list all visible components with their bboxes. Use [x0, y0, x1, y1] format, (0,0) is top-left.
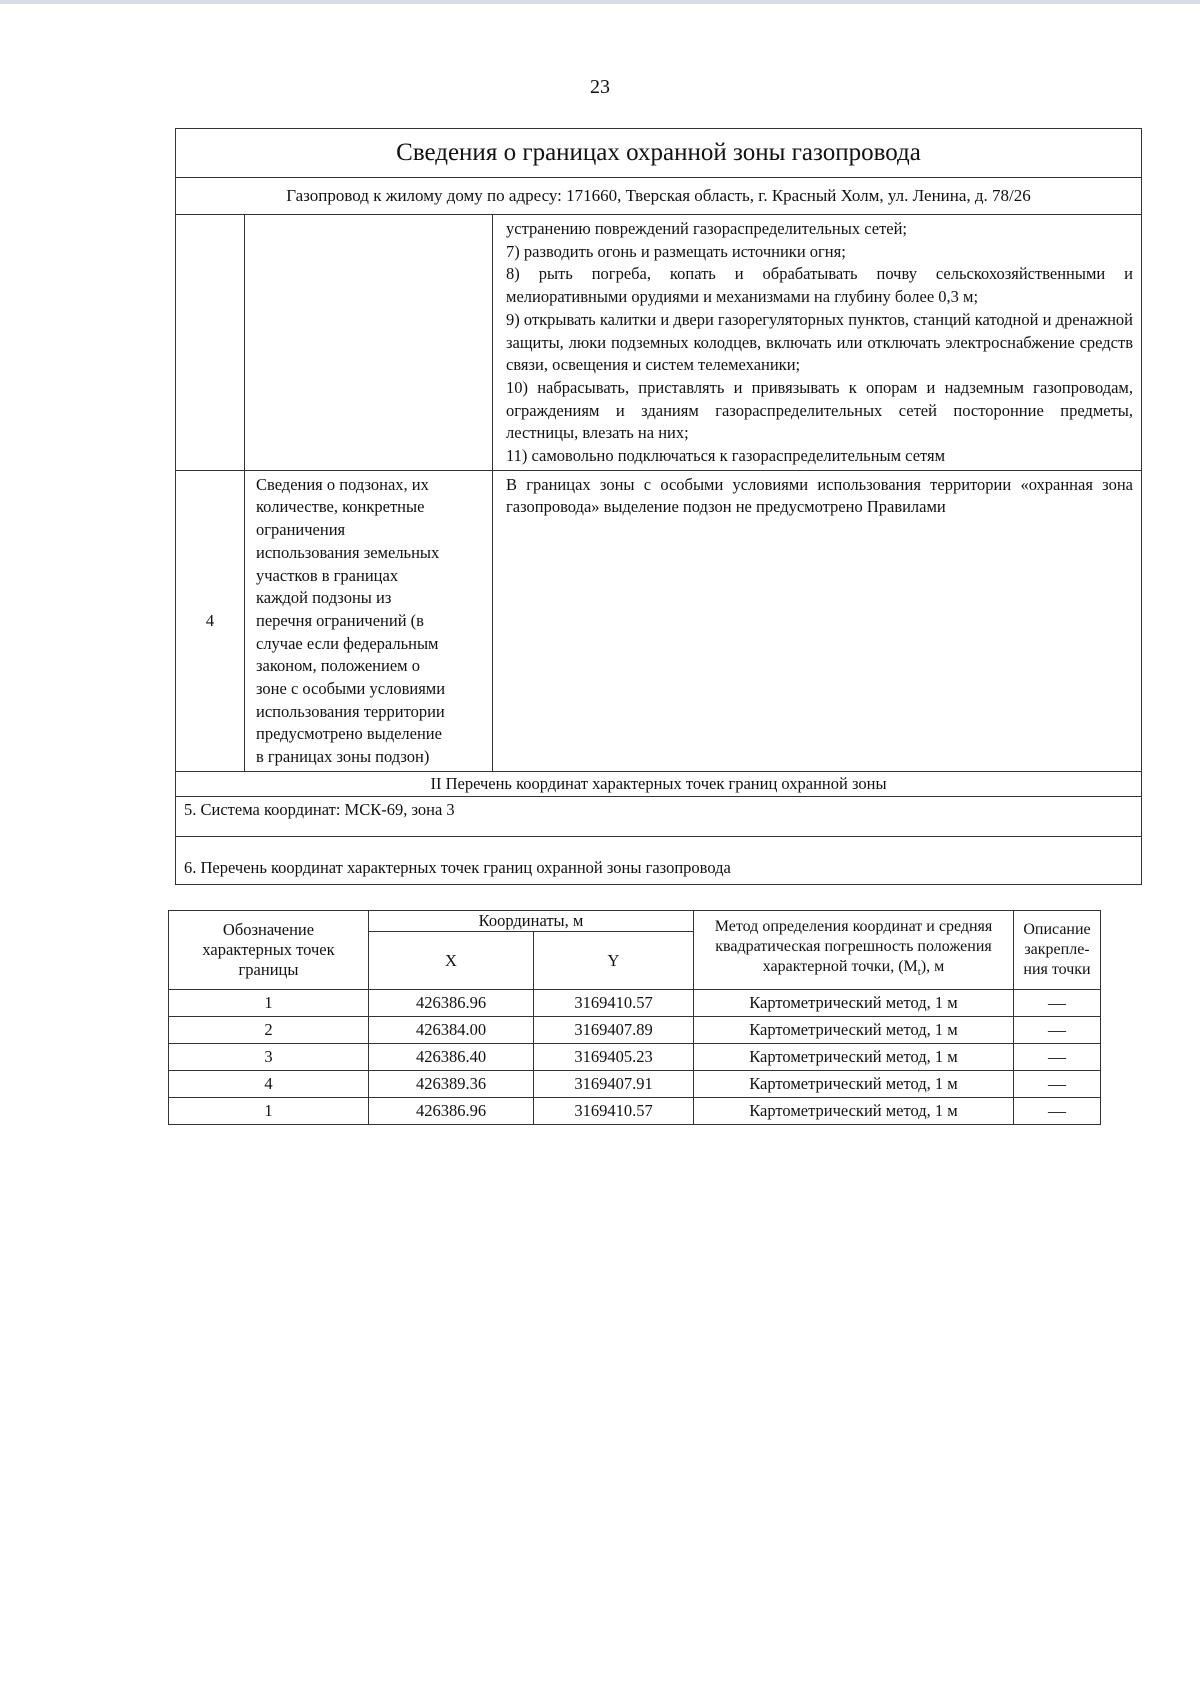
header-x-label: X [369, 932, 534, 990]
header-method-label [694, 911, 1014, 990]
x-cell: 426386.96 [369, 1098, 534, 1125]
zone-info-table [175, 128, 1142, 885]
restriction-line: 10) набрасывать, приставлять и привязывать к опорам и надземным газопроводам, ограждениям и зданиям газораспределительных сетей посторонние предметы, лестницы, влезать на них; [506, 377, 1134, 443]
method-cell: Картометрический метод, 1 м [694, 1017, 1014, 1044]
label-line: количестве, конкретные [256, 497, 425, 517]
restriction-line: устранению повреждений газораспределительных сетей; [506, 219, 908, 238]
restrictions-text-cell [493, 215, 1142, 471]
method-cell: Картометрический метод, 1 м [694, 1044, 1014, 1071]
document-subtitle: Газопровод к жилому дому по адресу: 171660, Тверская область, г. Красный Холм, ул. Ленина, д. 78/26 [176, 178, 1142, 215]
header-point-label: Обозначение характерных точек границы [169, 911, 369, 990]
document-title: Сведения о границах охранной зоны газопровода [176, 129, 1142, 178]
label-line: в границах зоны подзон) [256, 747, 430, 767]
label-line: использования земельных [256, 542, 440, 562]
label-line: законом, положением о [256, 656, 420, 676]
coord-system: 5. Система координат: МСК-69, зона 3 [176, 796, 1142, 836]
method-label-tail: ), м [920, 958, 945, 976]
fix-cell: — [1014, 1071, 1101, 1098]
header-y-label: Y [534, 932, 694, 990]
fix-cell: — [1014, 990, 1101, 1017]
restrictions-label-cell [245, 215, 493, 471]
label-line: участков в границах [256, 565, 399, 585]
method-label-sub: t [917, 966, 921, 979]
x-cell: 426389.36 [369, 1071, 534, 1098]
point-cell: 1 [169, 990, 369, 1017]
label-line: использования территории [256, 701, 445, 721]
scan-edge [0, 0, 1200, 4]
row-number: 4 [176, 470, 245, 771]
fix-cell: — [1014, 1044, 1101, 1071]
label-line: перечня ограничений (в [256, 610, 424, 630]
label-line: предусмотрено выделение [256, 724, 442, 744]
header-coords-label: Координаты, м [369, 911, 694, 932]
y-cell: 3169405.23 [534, 1044, 694, 1071]
x-cell: 426386.40 [369, 1044, 534, 1071]
subzones-value-cell: В границах зоны с особыми условиями использования территории «охранная зона газопровода» выделение подзон не предусмотрено Правилами [493, 470, 1142, 771]
restriction-line: 8) рыть погреба, копать и обрабатывать почву сельскохозяйственными и мелиоративными орудиями и механизмами на глубину более 0,3 м; [506, 264, 1134, 307]
y-cell: 3169410.57 [534, 990, 694, 1017]
section-title: II Перечень координат характерных точек границ охранной зоны [176, 771, 1142, 796]
method-cell: Картометрический метод, 1 м [694, 1098, 1014, 1125]
point-cell: 2 [169, 1017, 369, 1044]
subzones-label-cell [245, 470, 493, 771]
y-cell: 3169410.57 [534, 1098, 694, 1125]
header-fix-label: Описание закрепле-ния точки [1014, 911, 1101, 990]
x-cell: 426386.96 [369, 990, 534, 1017]
restriction-line: 9) открывать калитки и двери газорегуляторных пунктов, станций катодной и дренажной защиты, люки подземных колодцев, включать или отключать электроснабжение средств связи, освещения и систем телемеханики; [506, 309, 1134, 375]
method-label-text: Метод определения координат и средняя квадратическая погрешность положения характерной точки, (M [714, 918, 993, 976]
label-line: зоне с особыми условиями [256, 679, 446, 699]
y-cell: 3169407.91 [534, 1071, 694, 1098]
table-row [169, 1017, 1101, 1044]
restriction-line: 7) разводить огонь и размещать источники огня; [506, 241, 846, 261]
coord-list-title: 6. Перечень координат характерных точек границ охранной зоны газопровода [176, 836, 1142, 884]
x-cell: 426384.00 [369, 1017, 534, 1044]
method-cell: Картометрический метод, 1 м [694, 1071, 1014, 1098]
table-row [169, 1071, 1101, 1098]
method-cell: Картометрический метод, 1 м [694, 990, 1014, 1017]
point-cell: 1 [169, 1098, 369, 1125]
label-line: каждой подзоны из [256, 588, 392, 608]
point-cell: 4 [169, 1071, 369, 1098]
page-number: 23 [590, 76, 610, 98]
fix-cell: — [1014, 1017, 1101, 1044]
table-row [169, 990, 1101, 1017]
point-cell: 3 [169, 1044, 369, 1071]
table-row [169, 1098, 1101, 1125]
table-row [169, 1044, 1101, 1071]
label-line: Сведения о подзонах, их [256, 474, 429, 494]
subzones-row [176, 470, 1142, 771]
label-line: случае если федеральным [256, 633, 439, 653]
coordinates-table [168, 910, 1101, 1125]
y-cell: 3169407.89 [534, 1017, 694, 1044]
label-line: ограничения [256, 520, 346, 540]
restrictions-num-cell [176, 215, 245, 471]
fix-cell: — [1014, 1098, 1101, 1125]
restrictions-row [176, 215, 1142, 471]
restriction-line: 11) самовольно подключаться к газораспределительным сетям [506, 446, 946, 466]
